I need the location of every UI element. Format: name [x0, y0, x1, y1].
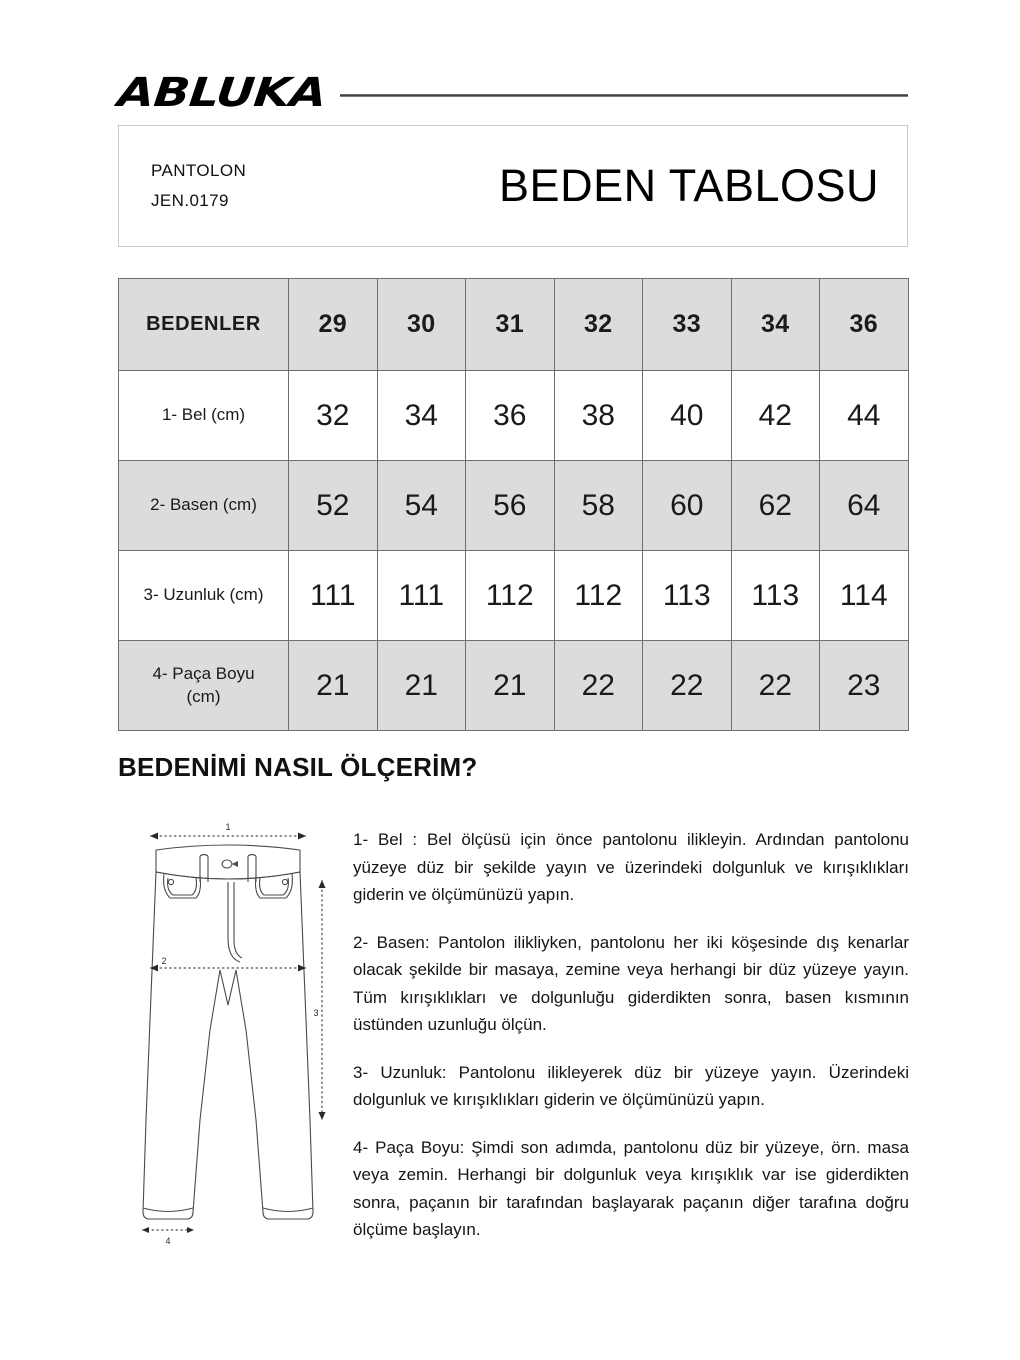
size-header-cell: 31 — [466, 279, 555, 371]
title-box — [118, 125, 908, 247]
measurement-value: 113 — [643, 551, 732, 641]
dimension-arrow-hip — [150, 965, 306, 972]
product-type-label: PANTOLON — [151, 161, 247, 180]
table-row — [119, 371, 909, 461]
size-header-cell: 33 — [643, 279, 732, 371]
measurement-value: 112 — [554, 551, 643, 641]
measurement-value: 34 — [377, 371, 466, 461]
column-header-bedenler: BEDENLER — [119, 279, 289, 371]
dimension-arrow-waist — [150, 833, 306, 840]
table-row — [119, 641, 909, 731]
measurement-label-line2: (cm) — [186, 686, 221, 706]
measurement-label: 3- Uzunluk (cm) — [119, 551, 289, 641]
instruction-paragraph-paca-boyu: 4- Paça Boyu: Şimdi son adımda, pantolonu düz bir yüzeye, örn. masa veya zemin. Herhangi bir dolgunluk veya kırışıklık var ise giderdikten sonra, paçanın bir tarafından başlayarak paçanın diğer tarafına doğru ölçüme başlayın. — [353, 1137, 909, 1240]
measurement-label — [119, 641, 289, 731]
measurement-value: 21 — [466, 641, 555, 731]
measurement-value: 64 — [820, 461, 909, 551]
measurement-value: 21 — [377, 641, 466, 731]
measurement-value: 44 — [820, 371, 909, 461]
size-header-cell: 30 — [377, 279, 466, 371]
dimension-label-hem: 4 — [165, 1236, 171, 1246]
measurement-value: 60 — [643, 461, 732, 551]
instruction-paragraph-uzunluk: 3- Uzunluk: Pantolonu ilikleyerek düz bir yüzeye yayın. Üzerindeki dolgunluk ve kırışıklıkları giderin ve ölçümünüzü yapın. — [353, 1062, 909, 1110]
measurement-value: 22 — [643, 641, 732, 731]
size-header-cell: 34 — [731, 279, 820, 371]
measurement-value: 23 — [820, 641, 909, 731]
measurement-label-line1: 4- Paça Boyu — [152, 663, 255, 683]
size-header-cell: 36 — [820, 279, 909, 371]
instruction-paragraph-basen: 2- Basen: Pantolon ilikliyken, pantolonu her iki köşesinde dış kenarlar olacak şekilde bir masaya, zemine veya herhangi bir düz yüzeye yayın. Tüm kırışıklıkları ve dolgunluğu giderdikten sonra, basen kısmının üstünden uzunluğu ölçün. — [353, 932, 909, 1035]
product-code-label: JEN.0179 — [151, 190, 229, 210]
measurement-value: 22 — [731, 641, 820, 731]
measurement-value: 114 — [820, 551, 909, 641]
brand-header — [115, 70, 908, 116]
measurement-value: 113 — [731, 551, 820, 641]
product-info — [151, 156, 246, 216]
pants-measurement-diagram — [128, 820, 328, 1260]
pants-illustration-svg — [128, 820, 328, 1260]
measurement-value: 111 — [289, 551, 378, 641]
measurement-value: 62 — [731, 461, 820, 551]
measurement-value: 111 — [377, 551, 466, 641]
measurement-value: 42 — [731, 371, 820, 461]
table-row — [119, 551, 909, 641]
page-title: BEDEN TABLOSU — [499, 160, 879, 211]
dimension-label-waist: 1 — [225, 822, 231, 832]
size-header-cell: 29 — [289, 279, 378, 371]
table-header-row — [119, 279, 909, 371]
dimension-arrow-length — [319, 880, 326, 1120]
measurement-value: 112 — [466, 551, 555, 641]
dimension-arrow-hem — [142, 1227, 194, 1233]
measurement-label: 1- Bel (cm) — [119, 371, 289, 461]
size-chart-table — [118, 278, 909, 731]
header-divider-rule — [340, 94, 908, 97]
instruction-paragraph-bel: 1- Bel : Bel ölçüsü için önce pantolonu ilikleyin. Ardından pantolonu yüzeye düz bir şekilde yayın ve üzerindeki dolgunluk ve kırışıklıkları giderin ve ölçümünüzü yapın. — [353, 830, 909, 905]
abluka-logo: ABLUKA — [115, 70, 329, 116]
measurement-instructions — [353, 826, 909, 1244]
measurement-value: 56 — [466, 461, 555, 551]
table-row — [119, 461, 909, 551]
measurement-value: 22 — [554, 641, 643, 731]
size-header-cell: 32 — [554, 279, 643, 371]
measurement-value: 54 — [377, 461, 466, 551]
measurement-value: 40 — [643, 371, 732, 461]
measurement-value: 36 — [466, 371, 555, 461]
measure-section-heading: BEDENİMİ NASIL ÖLÇERİM? — [118, 752, 478, 782]
measurement-value: 52 — [289, 461, 378, 551]
measurement-value: 58 — [554, 461, 643, 551]
measurement-value: 32 — [289, 371, 378, 461]
measurement-value: 21 — [289, 641, 378, 731]
dimension-label-length: 3 — [313, 1008, 319, 1018]
dimension-label-hip: 2 — [161, 956, 167, 966]
measurement-label: 2- Basen (cm) — [119, 461, 289, 551]
measurement-value: 38 — [554, 371, 643, 461]
